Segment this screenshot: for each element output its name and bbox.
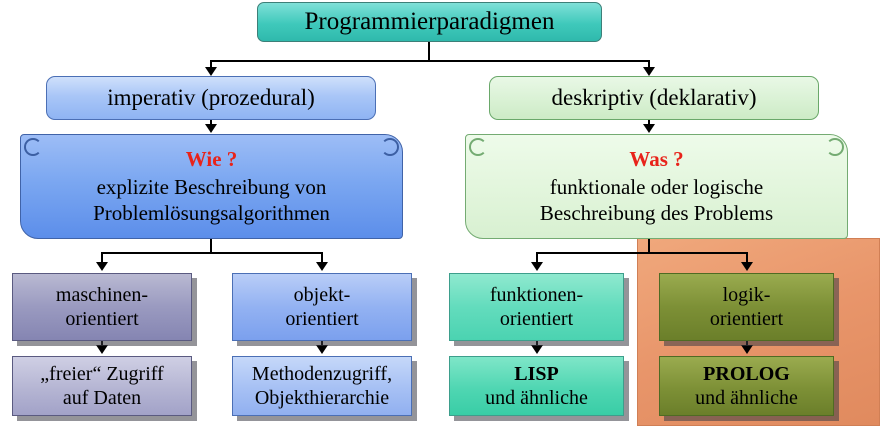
node-methodenzugriff[interactable] [232,356,412,416]
node-label-line-2: orientiert [499,308,574,330]
arrow-to-prolog [741,345,753,354]
connector-right-split [536,252,747,254]
node-imperativ[interactable] [46,76,376,120]
node-lisp[interactable] [449,356,624,416]
scroll-curl-right-icon [381,138,399,156]
node-label-line-1: Methodenzugriff, [251,363,393,385]
node-programmierparadigmen[interactable] [257,2,602,42]
arrow-to-machine [96,262,108,271]
scroll-curl-left-icon [24,138,42,156]
connector-root-horizontal [210,60,648,62]
node-prolog[interactable] [659,356,834,416]
node-label-line-2: auf Daten [62,387,142,409]
connector-left-split [101,252,322,254]
arrow-to-logic [741,262,753,271]
node-objekt-orientiert[interactable] [232,273,412,341]
node-label-line-1: LISP [514,363,559,385]
scroll-line-1: funktionale oder logische [549,174,764,199]
node-label: deskriptiv (deklarativ) [551,84,757,110]
connector-root-down [428,42,430,60]
node-label-line-1: objekt- [293,284,351,306]
arrow-imperative-scroll [205,124,217,133]
node-freier-zugriff[interactable] [12,356,192,416]
arrow-to-descriptive [643,67,655,76]
connector-right-scroll-down [648,239,650,252]
arrow-to-imperative [205,67,217,76]
node-label-line-1: PROLOG [703,363,790,385]
scroll-line-1: explizite Beschreibung von [96,174,327,199]
node-label-line-1: logik- [722,284,771,306]
node-label-line-1: „freier“ Zugriff [40,363,164,385]
node-label: imperativ (prozedural) [107,84,315,110]
node-label-line-2: orientiert [285,308,359,330]
node-maschinen-orientiert[interactable] [12,273,192,341]
scroll-imperativ [20,134,403,239]
question-label: Wie ? [185,146,238,171]
node-label-line-1: funktionen- [489,284,584,306]
question-label: Was ? [629,146,684,171]
scroll-curl-left-icon [469,138,487,156]
arrow-to-methodaccess [316,345,328,354]
node-label-line-2: Objekthierarchie [254,387,390,409]
node-label-line-2: und ähnliche [695,387,798,409]
arrow-to-freeaccess [96,345,108,354]
scroll-deskriptiv [465,134,848,239]
scroll-line-2: Problemlösungsalgorithmen [93,200,330,225]
scroll-line-2: Beschreibung des Problems [539,200,774,225]
node-logik-orientiert[interactable] [659,273,834,341]
node-deskriptiv[interactable] [489,76,819,120]
node-label-line-1: maschinen- [55,284,149,306]
node-label: Programmierparadigmen [304,7,555,35]
node-label-line-2: orientiert [65,308,139,330]
arrow-to-lisp [531,345,543,354]
node-label-line-2: orientiert [709,308,784,330]
scroll-curl-right-icon [826,138,844,156]
node-funktionen-orientiert[interactable] [449,273,624,341]
node-label-line-2: und ähnliche [485,387,588,409]
arrow-descriptive-scroll [643,124,655,133]
arrow-to-functional [531,262,543,271]
connector-left-scroll-down [210,239,212,252]
arrow-to-object [316,262,328,271]
